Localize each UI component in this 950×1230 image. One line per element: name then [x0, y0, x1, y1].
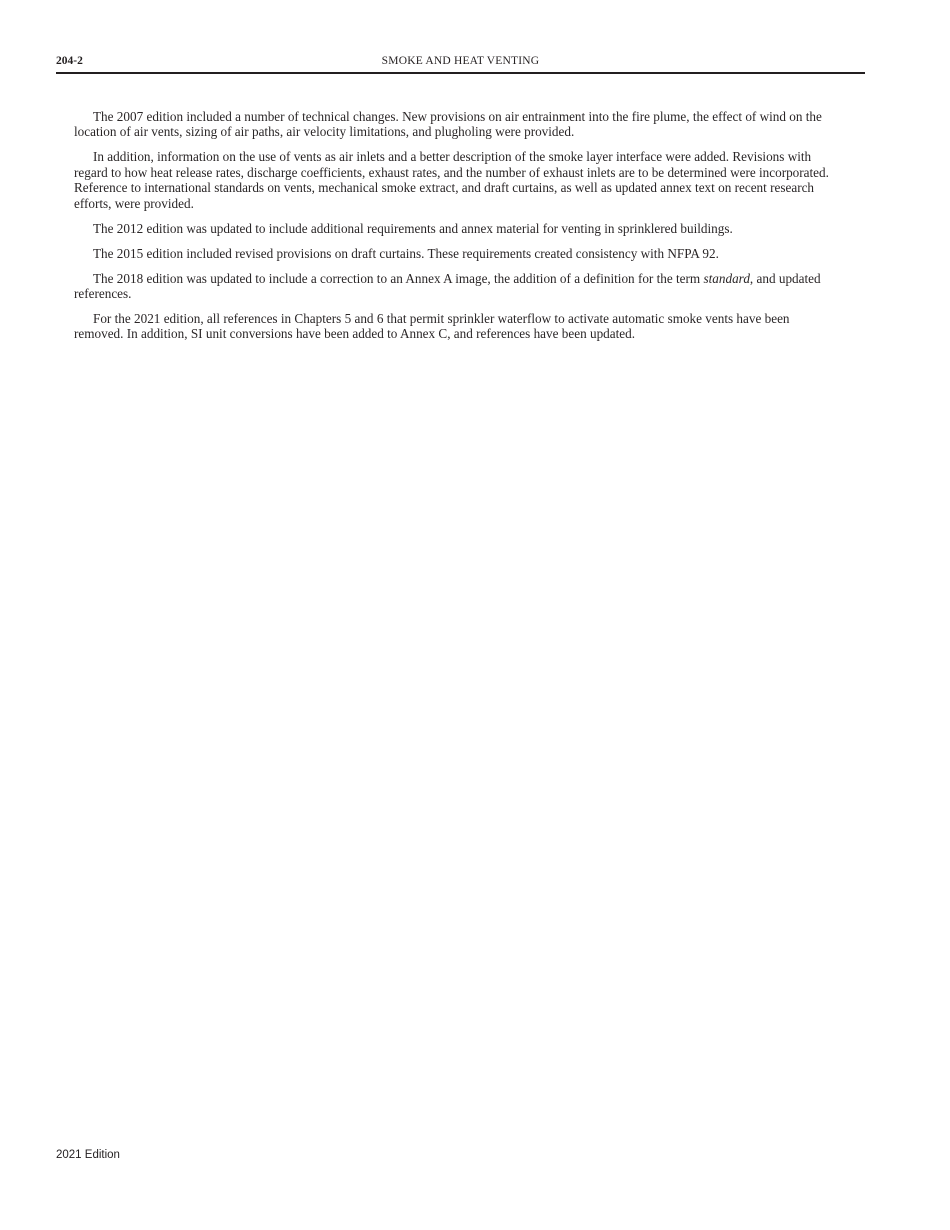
page-footer: [56, 1149, 120, 1161]
paragraph-2012-edition: The 2012 edition was updated to include additional requirements and annex material for venting in sprinklered buildings.: [93, 220, 733, 236]
term-standard: standard: [703, 270, 750, 286]
paragraph-2018-text-after: , and updated references.: [74, 270, 821, 302]
document-body: [74, 109, 842, 351]
paragraph-2018-text-before: The 2018 edition was updated to include a correction to an Annex A image, the addition of a definition for the term: [93, 270, 704, 286]
paragraph-2018-edition: [74, 271, 842, 302]
paragraph-2015-edition: The 2015 edition included revised provisions on draft curtains. These requirements created consistency with NFPA 92.: [93, 245, 719, 261]
running-title: SMOKE AND HEAT VENTING: [381, 55, 540, 67]
edition-label: 2021 Edition: [56, 1149, 120, 1161]
paragraph-2007-edition: The 2007 edition included a number of technical changes. New provisions on air entrainment into the fire plume, the effect of wind on the location of air vents, sizing of air paths, air velocity limitations, and plugholing were provided.: [74, 109, 822, 140]
page-number: 204-2: [56, 55, 83, 67]
paragraph-air-inlets: In addition, information on the use of vents as air inlets and a better description of the smoke layer interface were added. Revisions with regard to how heat release rates, discharge coefficients, exhaust rates, and the number of exhaust inlets are to be determined were incorporated. Reference to international standards on vents, mechanical smoke extract, and draft curtains, as well as updated annex text on recent research efforts, were provided.: [74, 149, 829, 211]
page-header: [56, 54, 865, 74]
paragraph-2021-edition: For the 2021 edition, all references in Chapters 5 and 6 that permit sprinkler waterflow to activate automatic smoke vents have been removed. In addition, SI unit conversions have been added to Annex C, and references have been updated.: [74, 311, 790, 342]
